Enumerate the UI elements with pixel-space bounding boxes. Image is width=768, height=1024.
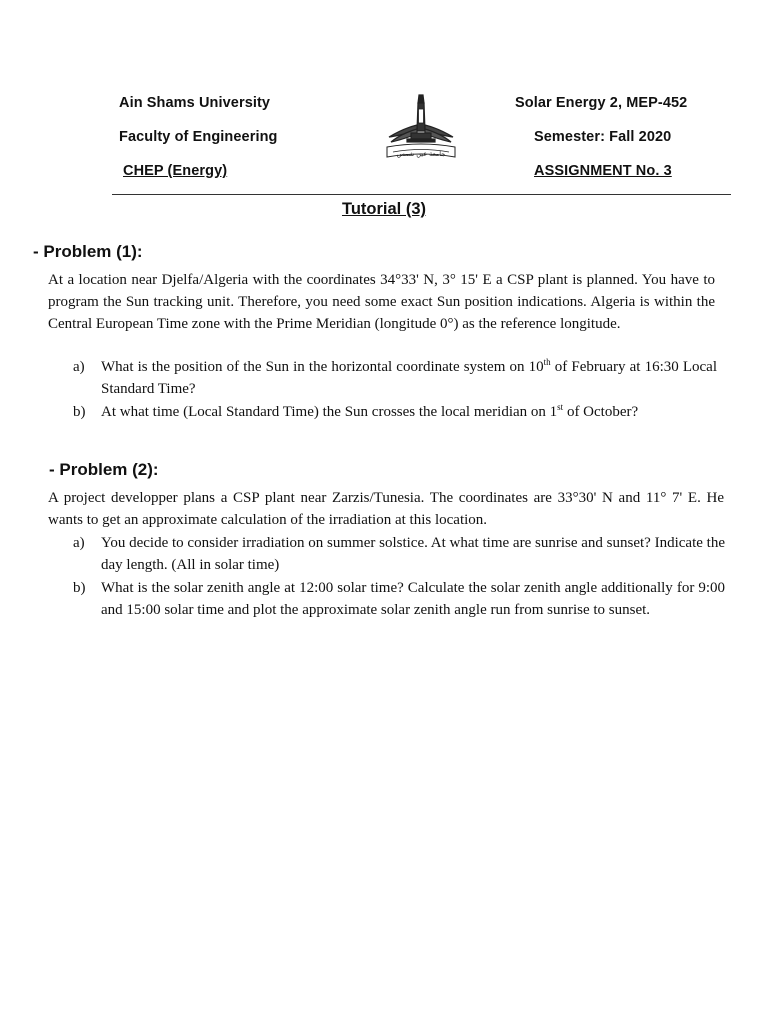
problem-1-title: - Problem (1): — [33, 242, 143, 261]
part-a-text: You decide to consider irradiation on summer solstice. At what time are sunrise and sunset? Indicate the day length. (All in solar time) — [101, 535, 725, 573]
problem-2-statement: A project developper plans a CSP plant near Zarzis/Tunesia. The coordinates are 33°30' N and 11° 7' E. He wants to get an approximate calculation of the irradiation at this location. — [48, 490, 724, 528]
faculty-name: Faculty of Engineering — [119, 129, 278, 145]
part-b-label: b) — [73, 404, 86, 420]
part-b-label: b) — [73, 580, 86, 596]
part-a-text: What is the position of the Sun in the horizontal coordinate system on 10th of February at 16:30 Local Standard Time? — [101, 357, 718, 397]
university-name: Ain Shams University — [119, 95, 271, 111]
assignment-number: ASSIGNMENT No. 3 — [534, 163, 672, 179]
tutorial-title: Tutorial (3) — [341, 200, 427, 218]
problem-1-statement: At a location near Djelfa/Algeria with the coordinates 34°33' N, 3° 15' E a CSP plant is planned. You have to program the Sun tracking unit. Therefore, you need some exact Sun position indications. Algeria is within the Central European Time zone with the Prime Meridian (longitude 0°) as the reference longitude. — [48, 272, 715, 332]
part-a-label: a) — [73, 359, 85, 375]
part-b-text: What is the solar zenith angle at 12:00 solar time? Calculate the solar zenith angle additionally for 9:00 and 15:00 solar time and plot the approximate solar zenith angle run from sunrise to sunset. — [101, 580, 725, 618]
semester-label: Semester: Fall 2020 — [534, 129, 672, 145]
logo-caption: جامعة عين شمس — [396, 150, 446, 158]
university-logo — [381, 91, 461, 163]
course-name: Solar Energy 2, MEP-452 — [515, 95, 688, 111]
part-a-label: a) — [73, 535, 85, 551]
part-b-text: At what time (Local Standard Time) the Sun crosses the local meridian on 1st of October? — [101, 402, 639, 420]
problem-2-title: - Problem (2): — [49, 460, 159, 479]
header-divider — [112, 194, 731, 195]
department-name: CHEP (Energy) — [123, 163, 228, 179]
